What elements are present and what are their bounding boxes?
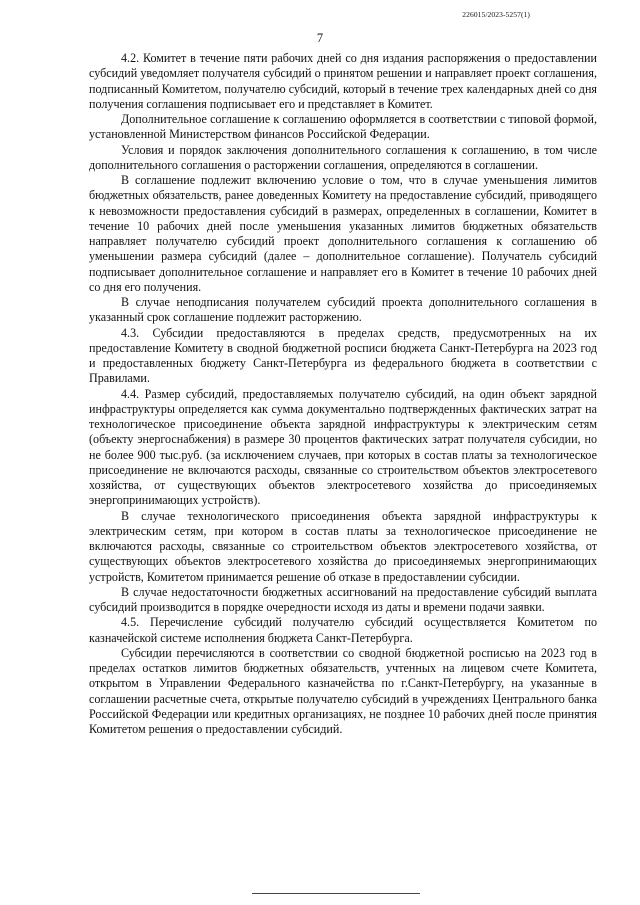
paragraph-4-2: 4.2. Комитет в течение пяти рабочих дней со дня издания распоряжения о предоставлении субсидий уведомляет получателя субсидий о принятом решении и направляет проект соглашения, подписанный Комитетом, получателю субсидий, который в течение трех календарных дней со дня получения соглашения подписывает его и представляет в Комитет.: [89, 51, 597, 111]
document-body: [89, 51, 597, 737]
paragraph-insufficient-allocations: В случае недостаточности бюджетных ассигнований на предоставление субсидий выплата субсидий производится в порядке очередности исходя из даты и времени подачи заявки.: [89, 584, 597, 614]
paragraph-4-3: 4.3. Субсидии предоставляются в пределах средств, предусмотренных на их предоставление Комитету в сводной бюджетной росписи бюджета Санкт-Петербурга на 2023 год и предоставленных бюджету Санкт-Петербурга из федерального бюджета в соответствии с Правилами.: [89, 325, 597, 386]
paragraph-limit-reduction-condition: В соглашение подлежит включению условие о том, что в случае уменьшения лимитов бюджетных обязательств, ранее доведенных Комитету на предоставление субсидий, приводящего к невозможности предоставления субсидий в размерах, определенных в соглашении, Комитет в течение 10 рабочих дней после уменьшения указанных лимитов бюджетных обязательств направляет получателю субсидий проект дополнительного соглашения к соглашению об уменьшении размера субсидий (далее – дополнительное соглашение). Получатель субсидий подписывает дополнительное соглашение и направляет его в Комитет в течение 10 рабочих дней со дня его получения.: [89, 173, 597, 294]
paragraph-agreement-termination: В случае неподписания получателем субсидий проекта дополнительного соглашения в указанный срок соглашение подлежит расторжению.: [89, 295, 597, 325]
paragraph-supplementary-agreement-conditions: Условия и порядок заключения дополнительного соглашения к соглашению, в том числе дополнительного соглашения о расторжении соглашения, определяются в соглашении.: [89, 142, 597, 172]
footer-divider: [252, 893, 420, 894]
paragraph-subsidy-refusal: В случае технологического присоединения объекта зарядной инфраструктуры к электрическим сетям, при котором в состав платы за технологическое присоединение не включаются расходы, связанные со строительством объектов электросетевого хозяйства, от существующих объектов электросетевого хозяйства до присоединяемых энергопринимающих устройств, Комитетом принимается решение об отказе в предоставлении субсидии.: [89, 508, 597, 584]
paragraph-supplementary-agreement-form: Дополнительное соглашение к соглашению оформляется в соответствии с типовой формой, установленной Министерством финансов Российской Федерации.: [89, 112, 597, 142]
paragraph-4-4: 4.4. Размер субсидий, предоставляемых получателю субсидий, на один объект зарядной инфраструктуры определяется как сумма документально подтвержденных фактических затрат на технологическое присоединение объекта зарядной инфраструктуры к электрическим сетям (объекту энергоснабжения) в размере 30 процентов фактических затрат получателя субсидии, но не более 900 тыс.руб. (за исключением случаев, при которых в состав платы за технологическое присоединение не включаются расходы, связанные со строительством объектов электросетевого хозяйства, от существующих объектов электросетевого хозяйства до присоединяемых энергопринимающих устройств).: [89, 386, 597, 508]
paragraph-4-5: 4.5. Перечисление субсидий получателю субсидий осуществляется Комитетом по казначейской системе исполнения бюджета Санкт-Петербурга.: [89, 615, 597, 645]
page-number: 7: [316, 31, 324, 45]
paragraph-subsidy-transfer: Субсидии перечисляются в соответствии со сводной бюджетной росписью на 2023 год в пределах остатков лимитов бюджетных обязательств, учтенных на лицевом счете Комитета, открытом в Управлении Федерального казначейства по г.Санкт-Петербургу, на указанные в соглашении расчетные счета, открытые получателю субсидий в учреждениях Центрального банка Российской Федерации или кредитных организациях, не позднее 10 рабочих дней после принятия Комитетом решения о предоставлении субсидий.: [89, 645, 597, 736]
document-registration-number: 226015/2023-5257(1): [462, 10, 530, 19]
